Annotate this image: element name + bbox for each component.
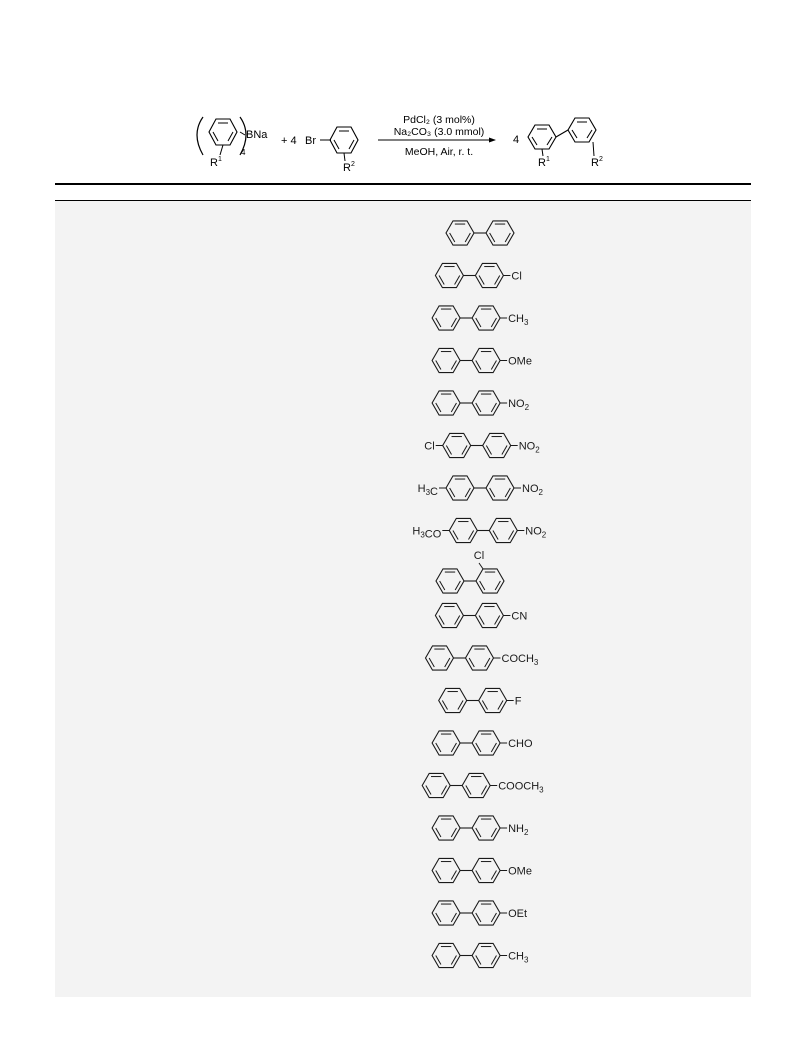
substituent-right: OMe	[508, 355, 532, 368]
product-r2: $R^2$	[591, 156, 603, 169]
product-structure	[412, 518, 546, 542]
substituent-right: $NH_2$	[508, 823, 529, 837]
substituent-top: Cl	[473, 550, 485, 562]
substituent-right: $NO_2$	[525, 525, 547, 540]
product-structure	[426, 646, 539, 670]
substituent-right: OEt	[508, 908, 528, 920]
product-structure	[432, 391, 529, 415]
condition-base: Na₂CO₃ (3.0 mmol)	[393, 126, 485, 138]
substituent-right: $NO_2$	[522, 483, 543, 497]
product-structure	[435, 263, 521, 287]
substituent-right: $CH_3$	[508, 313, 529, 327]
product-structure	[436, 550, 504, 593]
reagent-r1: $R^1$	[210, 156, 222, 169]
substituent-left: $H_3CO$	[412, 525, 442, 541]
bromide-r2: $R^2$	[343, 161, 355, 174]
product-structure	[432, 731, 533, 755]
product-structure	[446, 221, 514, 245]
product-structure	[418, 476, 544, 500]
substituent-right: $COOCH_3$	[498, 780, 544, 795]
product-r1: $R^1$	[538, 156, 550, 169]
product-structure	[432, 901, 527, 925]
product-structure	[422, 773, 544, 797]
product-structure	[435, 603, 527, 627]
substituent-left: $H_3C$	[417, 483, 438, 498]
product-structure	[432, 858, 532, 882]
substituent-right: $NO_2$	[508, 398, 530, 412]
bromo-label: Br	[305, 135, 316, 147]
substituent-right: $CH_3$	[508, 950, 529, 965]
substituent-right: Cl	[511, 270, 522, 283]
substituent-right: F	[514, 695, 522, 708]
reagent-group: BNa	[246, 129, 268, 141]
product-coefficient: 4	[513, 134, 520, 146]
product-structure	[432, 816, 529, 840]
reagent-count: 4	[241, 148, 246, 157]
substituent-left: Cl	[424, 440, 435, 453]
substituent-right: $COCH_3$	[501, 653, 539, 667]
substituent-right: CN	[511, 610, 528, 623]
substituent-right: $NO_2$	[518, 440, 540, 455]
product-structure	[432, 348, 532, 372]
condition-solvent: MeOH, Air, r. t.	[404, 146, 474, 158]
product-structure	[439, 688, 522, 712]
substituent-right: OMe	[508, 865, 532, 878]
product-structure	[424, 433, 540, 457]
condition-catalyst: PdCl₂ (3 mol%)	[403, 114, 475, 126]
substituent-right: CHO	[508, 738, 533, 750]
product-structure	[432, 943, 529, 967]
product-structure	[432, 306, 529, 330]
plus-sign: + 4	[281, 135, 297, 147]
